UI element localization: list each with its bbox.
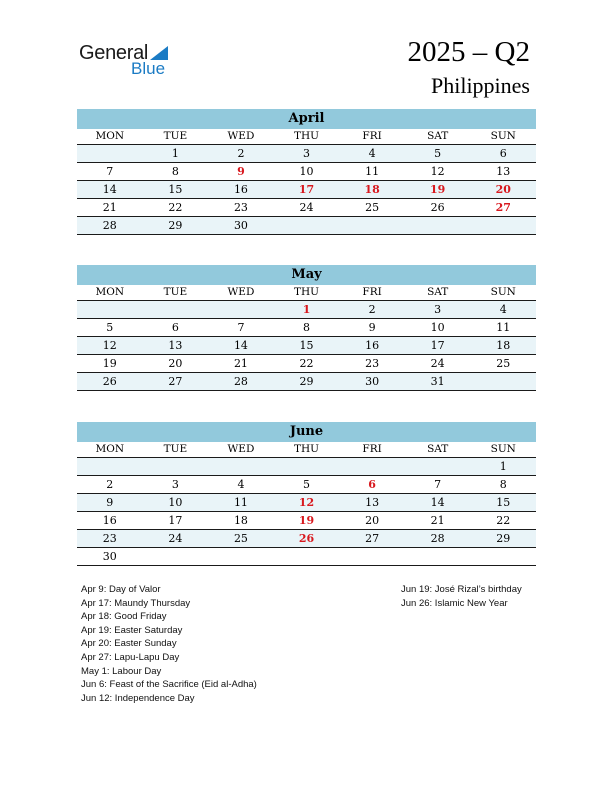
- day-cell: [208, 458, 274, 475]
- holiday-note: Jun 26: Islamic New Year: [401, 597, 508, 609]
- weekday-label: SUN: [490, 443, 516, 455]
- day-cell: [143, 301, 209, 318]
- holiday-note: Jun 12: Independence Day: [81, 692, 195, 704]
- holiday-note: May 1: Labour Day: [81, 665, 162, 677]
- day-cell: 30: [233, 219, 248, 232]
- weekday-label: FRI: [362, 130, 382, 142]
- holiday-note: Apr 27: Lapu-Lapu Day: [81, 651, 180, 663]
- country-name: Philippines: [430, 73, 530, 98]
- day-cell: 3: [171, 478, 179, 491]
- weekday-label: TUE: [163, 130, 188, 142]
- holiday-note: Apr 17: Maundy Thursday: [81, 597, 191, 609]
- holiday-day-cell: 12: [298, 496, 315, 509]
- week-row: [77, 530, 536, 548]
- day-cell: 8: [171, 165, 179, 178]
- logo-triangle-icon: [150, 46, 168, 60]
- weekday-label: WED: [227, 130, 255, 142]
- day-cell: [143, 548, 209, 565]
- day-cell: 8: [499, 478, 507, 491]
- week-row: [77, 494, 536, 512]
- day-cell: 24: [299, 201, 314, 214]
- day-cell: 15: [496, 496, 511, 509]
- day-cell: 23: [102, 532, 117, 545]
- day-cell: 1: [499, 460, 507, 473]
- day-cell: 12: [102, 339, 117, 352]
- weekday-label: SUN: [490, 286, 516, 298]
- day-cell: 23: [365, 357, 380, 370]
- weekday-label: TUE: [163, 443, 188, 455]
- month-title: April: [77, 109, 536, 129]
- week-row: [77, 217, 536, 235]
- day-cell: 4: [368, 147, 376, 160]
- generalblue-logo: [79, 42, 179, 78]
- weekday-label: THU: [294, 130, 320, 142]
- weekday-label: SUN: [490, 130, 516, 142]
- day-cell: 20: [168, 357, 183, 370]
- page-title: 2025 – Q2: [407, 36, 530, 68]
- day-cell: 9: [106, 496, 114, 509]
- day-cell: 2: [237, 147, 245, 160]
- holiday-note: Apr 9: Day of Valor: [81, 584, 161, 595]
- day-cell: 26: [430, 201, 445, 214]
- day-cell: 14: [233, 339, 248, 352]
- day-cell: [274, 217, 340, 234]
- holiday-note: Apr 19: Easter Saturday: [81, 624, 183, 636]
- day-cell: [470, 217, 536, 234]
- day-cell: 17: [168, 514, 183, 527]
- day-cell: 11: [365, 165, 380, 178]
- day-cell: 10: [168, 496, 183, 509]
- day-cell: 29: [496, 532, 511, 545]
- day-cell: 4: [499, 303, 507, 316]
- month-title: May: [77, 265, 536, 285]
- weekday-label: THU: [294, 443, 320, 455]
- day-cell: [77, 145, 143, 162]
- day-cell: 7: [434, 478, 442, 491]
- holiday-note: Apr 20: Easter Sunday: [81, 638, 177, 650]
- logo-general-text: General: [79, 42, 149, 64]
- day-cell: 14: [102, 183, 117, 196]
- day-cell: 23: [233, 201, 248, 214]
- day-cell: 12: [430, 165, 445, 178]
- weekday-header-row: [77, 285, 536, 301]
- day-cell: 3: [303, 147, 311, 160]
- weekday-label: WED: [227, 443, 255, 455]
- week-row: [77, 548, 536, 566]
- day-cell: 18: [496, 339, 511, 352]
- week-row: [77, 199, 536, 217]
- day-cell: 13: [168, 339, 183, 352]
- holiday-day-cell: 19: [430, 183, 446, 196]
- weekday-label: MON: [95, 130, 125, 142]
- holiday-day-cell: 20: [495, 183, 511, 196]
- day-cell: [77, 458, 143, 475]
- day-cell: 5: [106, 321, 114, 334]
- holiday-day-cell: 17: [298, 183, 315, 196]
- weekday-header-row: [77, 129, 536, 145]
- day-cell: 6: [499, 147, 507, 160]
- day-cell: 2: [106, 478, 114, 491]
- weekday-label: FRI: [362, 443, 382, 455]
- day-cell: 16: [102, 514, 117, 527]
- logo-blue-text: Blue: [131, 59, 166, 78]
- day-cell: 17: [430, 339, 445, 352]
- day-cell: 20: [365, 514, 380, 527]
- week-row: [77, 476, 536, 494]
- day-cell: 10: [299, 165, 314, 178]
- day-cell: 6: [171, 321, 179, 334]
- weekday-label: SAT: [427, 443, 449, 455]
- day-cell: 16: [233, 183, 248, 196]
- day-cell: 22: [496, 514, 511, 527]
- day-cell: 7: [106, 165, 114, 178]
- day-cell: 21: [430, 514, 445, 527]
- holiday-day-cell: 9: [237, 165, 245, 178]
- day-cell: [339, 217, 405, 234]
- week-row: [77, 145, 536, 163]
- holiday-day-cell: 1: [302, 303, 311, 316]
- day-cell: [339, 548, 405, 565]
- day-cell: 15: [168, 183, 183, 196]
- weekday-label: MON: [95, 443, 125, 455]
- weekday-label: TUE: [163, 286, 188, 298]
- day-cell: [470, 548, 536, 565]
- week-row: [77, 512, 536, 530]
- day-cell: [143, 458, 209, 475]
- day-cell: 10: [430, 321, 445, 334]
- weekday-label: MON: [95, 286, 125, 298]
- week-row: [77, 319, 536, 337]
- day-cell: 28: [430, 532, 445, 545]
- weekday-label: WED: [227, 286, 255, 298]
- holiday-day-cell: 26: [298, 532, 315, 545]
- day-cell: 1: [171, 147, 179, 160]
- day-cell: 28: [233, 375, 248, 388]
- week-row: [77, 373, 536, 391]
- month-title: June: [77, 422, 536, 442]
- day-cell: 3: [434, 303, 442, 316]
- day-cell: 2: [368, 303, 376, 316]
- day-cell: [77, 301, 143, 318]
- day-cell: 11: [496, 321, 511, 334]
- day-cell: 22: [168, 201, 183, 214]
- day-cell: [405, 458, 471, 475]
- day-cell: 30: [365, 375, 380, 388]
- day-cell: 8: [303, 321, 311, 334]
- day-cell: [208, 548, 274, 565]
- day-cell: 30: [102, 550, 117, 563]
- day-cell: [470, 373, 536, 390]
- day-cell: [405, 217, 471, 234]
- weekday-label: THU: [294, 286, 320, 298]
- day-cell: 25: [233, 532, 248, 545]
- holiday-day-cell: 27: [495, 201, 511, 214]
- day-cell: 16: [365, 339, 380, 352]
- day-cell: [339, 458, 405, 475]
- day-cell: 11: [233, 496, 248, 509]
- day-cell: 21: [102, 201, 117, 214]
- holiday-day-cell: 18: [364, 183, 380, 196]
- month-june: [77, 422, 536, 566]
- day-cell: 5: [434, 147, 442, 160]
- week-row: [77, 355, 536, 373]
- day-cell: 29: [168, 219, 183, 232]
- day-cell: 15: [299, 339, 314, 352]
- day-cell: 21: [233, 357, 248, 370]
- day-cell: 4: [237, 478, 245, 491]
- day-cell: 28: [102, 219, 117, 232]
- day-cell: 24: [168, 532, 183, 545]
- holiday-note: Jun 19: José Rizal’s birthday: [401, 584, 522, 595]
- weekday-label: SAT: [427, 286, 449, 298]
- holiday-list-right: [401, 583, 522, 610]
- day-cell: 27: [168, 375, 183, 388]
- day-cell: 13: [496, 165, 511, 178]
- holiday-day-cell: 6: [368, 478, 376, 491]
- month-may: [77, 265, 536, 391]
- day-cell: 24: [430, 357, 445, 370]
- day-cell: [274, 548, 340, 565]
- day-cell: 31: [430, 375, 445, 388]
- day-cell: 9: [368, 321, 376, 334]
- weekday-header-row: [77, 442, 536, 458]
- week-row: [77, 301, 536, 319]
- month-april: [77, 109, 536, 235]
- holiday-note: Apr 18: Good Friday: [81, 611, 167, 623]
- week-row: [77, 337, 536, 355]
- day-cell: 13: [365, 496, 380, 509]
- day-cell: 19: [102, 357, 117, 370]
- day-cell: 27: [365, 532, 380, 545]
- day-cell: 29: [299, 375, 314, 388]
- day-cell: [208, 301, 274, 318]
- day-cell: 25: [365, 201, 380, 214]
- day-cell: [405, 548, 471, 565]
- day-cell: 25: [496, 357, 511, 370]
- day-cell: 18: [233, 514, 248, 527]
- day-cell: 22: [299, 357, 314, 370]
- holiday-day-cell: 19: [298, 514, 315, 527]
- weekday-label: SAT: [427, 130, 449, 142]
- week-row: [77, 181, 536, 199]
- day-cell: [274, 458, 340, 475]
- day-cell: 26: [102, 375, 117, 388]
- day-cell: 14: [430, 496, 445, 509]
- day-cell: 5: [303, 478, 311, 491]
- day-cell: 7: [237, 321, 245, 334]
- weekday-label: FRI: [362, 286, 382, 298]
- holiday-note: Jun 6: Feast of the Sacrifice (Eid al-Adha): [81, 679, 257, 691]
- week-row: [77, 458, 536, 476]
- week-row: [77, 163, 536, 181]
- holiday-list-left: [81, 583, 257, 705]
